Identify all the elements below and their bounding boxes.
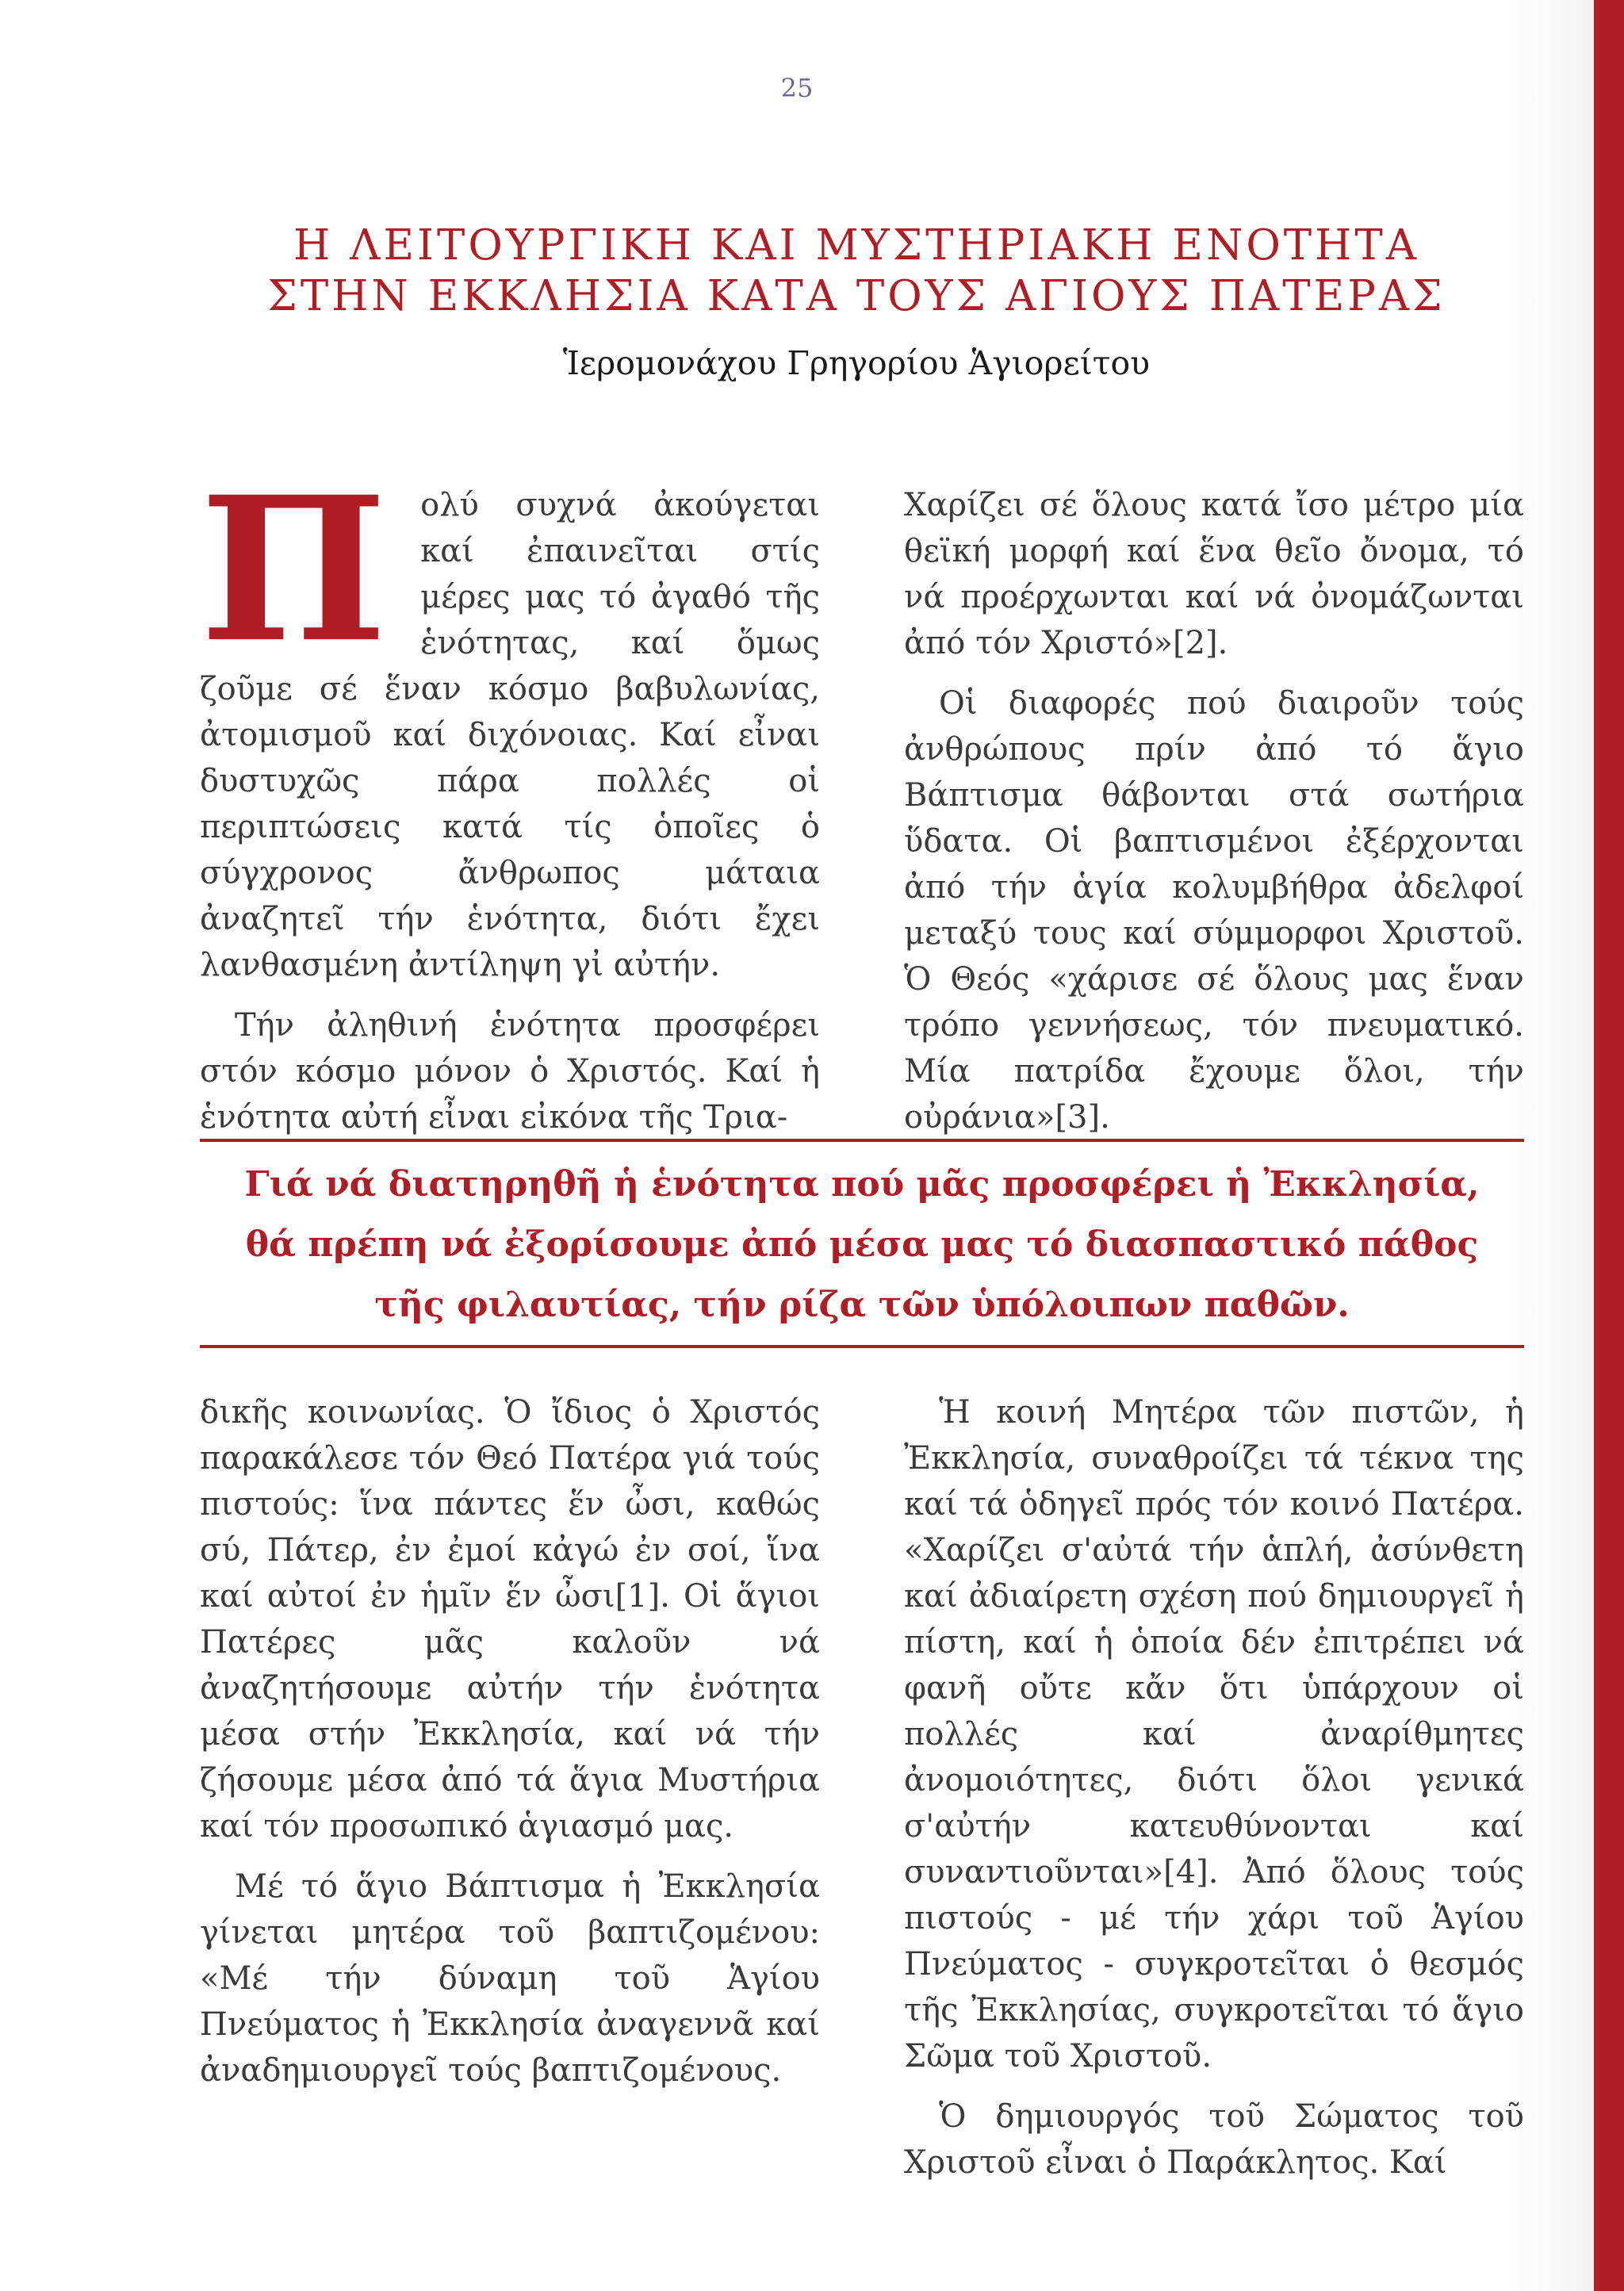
pullquote-bottom-rule	[200, 1345, 1524, 1348]
paragraph-with-dropcap	[200, 453, 820, 988]
paragraph-text: ολύ συχνά ἀκούγεται καί ἐπαινεῖται στίς μέρες μας τό ἀγαθό τῆς ἑνότητας, καί ὅμως ζοῦμε σέ ἕναν κόσμο βαβυλωνίας, ἀτομισμοῦ καί διχόνοιας. Καί εἶναι δυστυχῶς πάρα πολλές οἱ περιπτώσεις κατά τίς ὁποῖες ὁ σύγχρονος ἄνθρωπος μάταια ἀναζητεῖ τήν ἑνότητα, διότι ἔχει λανθασμένη ἀντίληψη γἰ αὐτήν.	[200, 487, 820, 983]
text-column-4	[904, 1389, 1524, 2200]
paragraph: Μέ τό ἅγιο Βάπτισμα ἡ Ἐκκλησία γίνεται μητέρα τοῦ βαπτιζομένου: «Μέ τήν δύναμη τοῦ Ἁγίου Πνεύματος ἡ Ἐκκλησία ἀναγεννᾶ καί ἀναδημιουργεῖ τούς βαπτιζομένους.	[200, 1868, 820, 2089]
paragraph: δικῆς κοινωνίας. Ὁ ἴδιος ὁ Χριστός παρακάλεσε τόν Θεό Πατέρα γιά τούς πιστούς: ἵνα πάντες ἕν ὦσι, καθώς σύ, Πάτερ, ἐν ἐμοί κἀγώ ἐν σοί, ἵνα καί αὐτοί ἐν ἡμῖν ἕν ὦσι[1]. Οἱ ἅγιοι Πατέρες μᾶς καλοῦν νά ἀναζητήσουμε αὐτήν τήν ἑνότητα μέσα στήν Ἐκκλησία, καί νά τήν ζήσουμε μέσα ἀπό τά ἅγια Μυστήρια καί τόν προσωπικό ἁγιασμό μας.	[200, 1394, 820, 1845]
article-title-line-1: Η ΛΕΙΤΟΥΡΓΙΚΗ ΚΑΙ ΜΥΣΤΗΡΙΑΚΗ ΕΝΟΤΗΤΑ	[293, 221, 1419, 270]
article-title	[0, 220, 1624, 322]
paragraph: Χαρίζει σέ ὅλους κατά ἴσο μέτρο μία θεϊκή μορφή καί ἕνα θεῖο ὄνομα, τό νά προέρχωνται καί νά ὀνομάζωνται ἀπό τόν Χριστό»[2].	[904, 487, 1524, 661]
page-number: 25	[780, 73, 814, 103]
paragraph: Οἱ διαφορές πού διαιροῦν τούς ἀνθρώπους πρίν ἀπό τό ἅγιο Βάπτισμα θάβονται στά σωτήρια ὕδατα. Οἱ βαπτισμένοι ἐξέρχονται ἀπό τήν ἁγία κολυμβήθρα ἀδελφοί μεταξύ τους καί σύμμορφοι Χριστοῦ. Ὁ Θεός «χάρισε σέ ὅλους μας ἕναν τρόπο γεννήσεως, τόν πνευματικό. Μία πατρίδα ἔχουμε ὅλοι, τήν οὐράνια»[3].	[904, 685, 1524, 1136]
paragraph: Ὁ δημιουργός τοῦ Σώματος τοῦ Χριστοῦ εἶναι ὁ Παράκλητος. Καί	[904, 2098, 1524, 2181]
text-column-3	[200, 1389, 820, 2108]
pullquote-line-3: τῆς φιλαυτίας, τήν ρίζα τῶν ὑπόλοιπων παθῶν.	[374, 1285, 1350, 1325]
article-author: Ἱερομονάχου Γρηγορίου Ἁγιορείτου	[562, 344, 1151, 382]
text-column-2	[904, 482, 1524, 1155]
dropcap-letter: Π	[200, 453, 388, 686]
text-column-1	[200, 453, 820, 1155]
paragraph: Ἡ κοινή Μητέρα τῶν πιστῶν, ἡ Ἐκκλησία, συναθροίζει τά τέκνα της καί τά ὁδηγεῖ πρός τόν κοινό Πατέρα. «Χαρίζει σ'αὐτά τήν ἁπλή, ἀσύνθετη καί ἀδιαίρετη σχέση πού δημιουργεῖ ἡ πίστη, καί ἡ ὁποία δέν ἐπιτρέπει νά φανῆ οὔτε κἄν ὅτι ὑπάρχουν οἱ πολλές καί ἀναρίθμητες ἀνομοιότητες, διότι ὅλοι γενικά σ'αὐτήν κατευθύνονται καί συναντιοῦνται»[4]. Ἀπό ὅλους τούς πιστούς - μέ τήν χάρι τοῦ Ἁγίου Πνεύματος - συγκροτεῖται ὁ θεσμός τῆς Ἐκκλησίας, συγκροτεῖται τό ἅγιο Σῶμα τοῦ Χριστοῦ.	[904, 1394, 1524, 2075]
pullquote-top-rule	[200, 1139, 1524, 1142]
paragraph: Τήν ἀληθινή ἑνότητα προσφέρει στόν κόσμο μόνον ὁ Χριστός. Καί ἡ ἑνότητα αὐτή εἶναι εἰκόνα τῆς Τρια-	[200, 1007, 820, 1136]
pullquote-line-1: Γιά νά διατηρηθῆ ἡ ἑνότητα πού μᾶς προσφέρει ἡ Ἐκκλησία,	[244, 1164, 1480, 1205]
pullquote	[200, 1155, 1524, 1335]
pullquote-line-2: θά πρέπη νά ἐξορίσουμε ἀπό μέσα μας τό διασπαστικό πάθος	[245, 1224, 1479, 1265]
article-title-line-2: ΣΤΗΝ ΕΚΚΛΗΣΙΑ ΚΑΤΑ ΤΟΥΣ ΑΓΙΟΥΣ ΠΑΤΕΡΑΣ	[267, 272, 1446, 320]
